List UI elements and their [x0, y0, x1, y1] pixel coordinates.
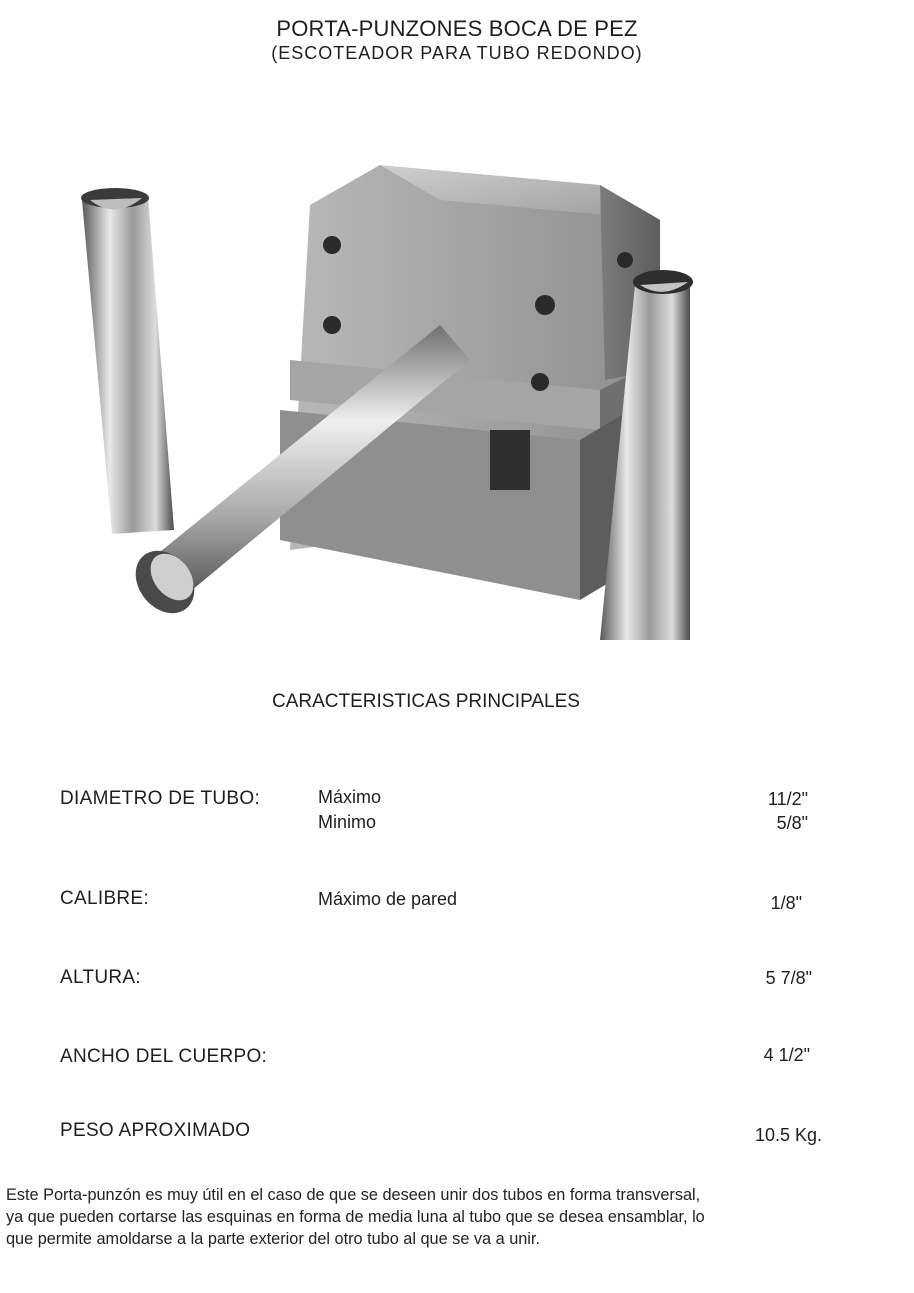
spec-label-peso: PESO APROXIMADO [60, 1120, 251, 1141]
spec-label-diametro: DIAMETRO DE TUBO: [60, 788, 261, 809]
spec-value-peso: 10.5 Kg. [754, 1125, 822, 1145]
spec-value-ancho: 4 1/2" [763, 1045, 810, 1065]
spec-desc-maximo: Máximo [318, 787, 382, 807]
spec-label-ancho: ANCHO DEL CUERPO: [60, 1046, 268, 1067]
spec-value-calibre: 1/8" [770, 893, 802, 913]
section-heading: CARACTERISTICAS PRINCIPALES [272, 691, 580, 712]
page-title: PORTA-PUNZONES BOCA DE PEZ [276, 16, 638, 41]
spec-label-calibre: CALIBRE: [60, 888, 149, 909]
description-paragraph [6, 1184, 896, 1250]
spec-value-diametro-min: 5/8" [776, 813, 808, 833]
spec-label-altura: ALTURA: [60, 967, 141, 988]
page-subtitle: (ESCOTEADOR PARA TUBO REDONDO) [271, 43, 643, 63]
description-line: Este Porta-punzón es muy útil en el caso de que se deseen unir dos tubos en forma transversal, [6, 1186, 701, 1204]
left-tube [81, 188, 174, 534]
spec-value-diametro-max: 11/2" [767, 789, 808, 809]
spec-desc-minimo: Minimo [318, 812, 377, 832]
product-photo [60, 130, 740, 660]
spec-desc-calibre: Máximo de pared [318, 889, 458, 909]
description-line: que permite amoldarse a la parte exterior del otro tubo al que se va a unir. [6, 1230, 540, 1248]
spec-value-altura: 5 7/8" [765, 968, 812, 988]
description-line: ya que pueden cortarse las esquinas en forma de media luna al tubo que se desea ensamblar, lo [6, 1208, 705, 1226]
punch-holder-body [280, 165, 660, 600]
